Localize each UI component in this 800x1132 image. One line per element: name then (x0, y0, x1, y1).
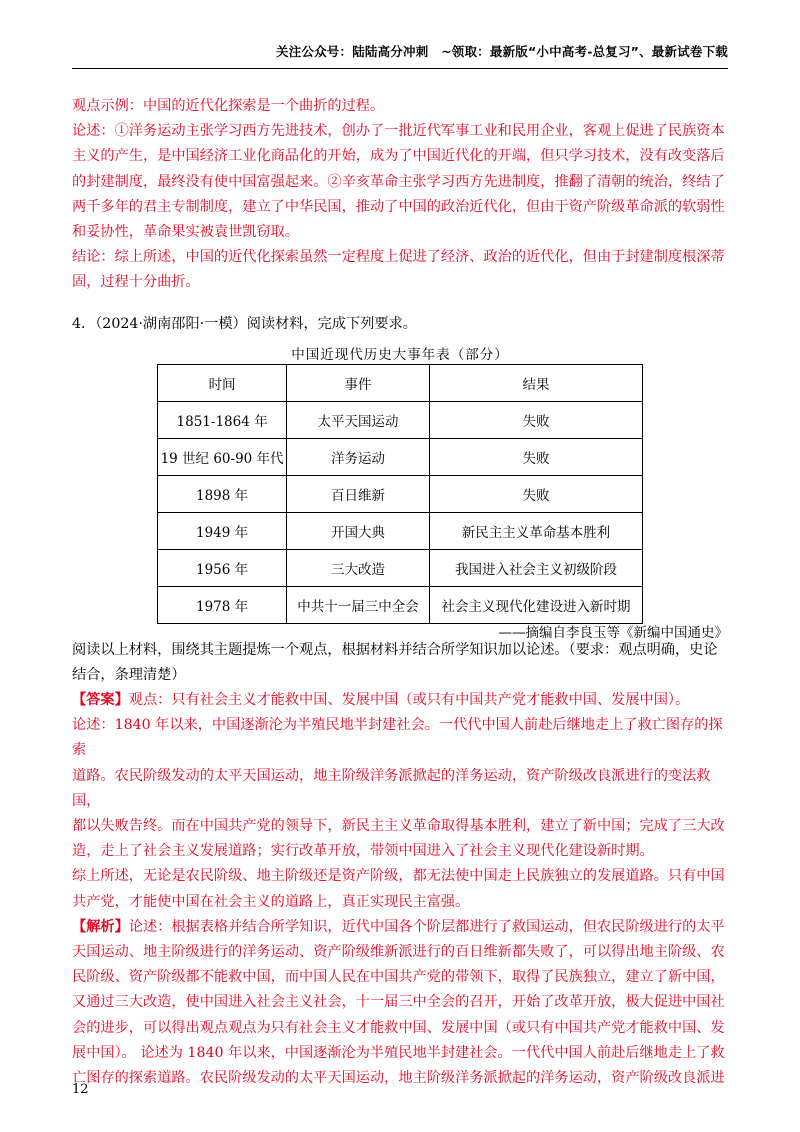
answer-viewpoint: 观点：只有社会主义才能救中国、发展中国（或只有中国共产党才能救中国、发展中国）。 (128, 692, 690, 708)
analysis-line: 民阶级、资产阶级都不能救中国，而中国人民在中国共产党的带领下，取得了民族独立，建立了新中国， (72, 969, 725, 986)
analysis-line: 又通过三大改造，使中国进入社会主义社会，十一届三中全会的召开，开始了改革开放，极大促进中国社 (72, 994, 725, 1011)
requirement-line: 结合，条理清楚） (72, 667, 186, 684)
argument-line: 两千多年的君主专制制度，建立了中华民国，推动了中国的政治近代化，但由于资产阶级革命派的软弱性 (72, 198, 725, 215)
table-row (158, 439, 643, 476)
conclusion-line: 结论：综上所述，中国的近代化探索虽然一定程度上促进了经济、政治的近代化，但由于封建制度根深蒂 (72, 249, 725, 266)
cell-result: 失败 (429, 402, 642, 439)
answer-argument-line: 造，走上了社会主义发展道路；实行改革开放，带领中国进入了社会主义现代化建设新时期。 (72, 843, 654, 860)
page-number: 12 (72, 1082, 89, 1097)
cell-time: 1851-1864 年 (158, 402, 287, 439)
argument-line: 论述：①洋务运动主张学习西方先进技术，创办了一批近代军事工业和民用企业，客观上促进了民族资本 (72, 123, 725, 140)
analysis-line: 会的进步，可以得出观点观点为只有社会主义才能救中国、发展中国（或只有中国共产党才能救中国、发 (72, 1019, 725, 1036)
cell-event: 中共十一届三中全会 (287, 587, 430, 624)
history-timeline-table (157, 364, 643, 624)
answer-conclusion-line: 综上所述，无论是农民阶级、地主阶级还是资产阶级，都无法使中国走上民族独立的发展道路。只有中国 (72, 868, 725, 885)
viewpoint-example: 观点示例：中国的近代化探索是一个曲折的过程。 (72, 98, 385, 114)
analysis-label: 【解析】 (72, 918, 129, 935)
answer-argument-line: 都以失败告终。而在中国共产党的领导下，新民主主义革命取得基本胜利，建立了新中国；完成了三大改 (72, 818, 725, 835)
answer-viewpoint-line (72, 688, 728, 713)
analysis-line: 天国运动、地主阶级进行的洋务运动、资产阶级维新派进行的百日维新都失败了，可以得出地主阶级、农 (72, 944, 725, 961)
cell-time: 1978 年 (158, 587, 287, 624)
argument-line: 的封建制度，最终没有使中国富强起来。②辛亥革命主张学习西方先进制度，推翻了清朝的统治，终结了 (72, 173, 725, 190)
conclusion-line: 固，过程十分曲折。 (72, 274, 200, 291)
header-time: 时间 (158, 365, 287, 402)
analysis-line: 展中国）。 论述为 1840 年以来，中国逐渐沦为半殖民地半封建社会。一代代中国人前赴后继地走上了救 (72, 1044, 725, 1061)
cell-event: 洋务运动 (287, 439, 430, 476)
argument-line: 主义的产生，是中国经济工业化商品化的开始，成为了中国近代化的开端，但只学习技术，没有改变落后 (72, 148, 725, 165)
table-row (158, 550, 643, 587)
argument-line: 和妥协性，革命果实被袁世凯窃取。 (72, 224, 300, 241)
header-result: 结果 (429, 365, 642, 402)
question-requirement (72, 638, 728, 688)
analysis-text: 论述：根据表格并结合所学知识，近代中国各个阶层都进行了救国运动，但农民阶级进行的太平 (128, 918, 725, 935)
table-row (158, 587, 643, 624)
table-source: ——摘编自李良玉等《新编中国通史》 (498, 625, 728, 641)
cell-event: 太平天国运动 (287, 402, 430, 439)
table-header-row (158, 365, 643, 402)
answer-section (72, 688, 728, 1091)
answer-conclusion-line: 共产党，才能使中国在社会主义的道路上，真正实现民主富强。 (72, 893, 470, 910)
answer-argument-line: 论述：1840 年以来，中国逐渐沦为半殖民地半封建社会。一代代中国人前赴后继地走上了救亡图存的探索 (72, 717, 723, 759)
cell-event: 开国大典 (287, 513, 430, 550)
table-row (158, 402, 643, 439)
cell-result: 社会主义现代化建设进入新时期 (429, 587, 642, 624)
answer-argument-line: 道路。农民阶级发动的太平天国运动，地主阶级洋务派掀起的洋务运动，资产阶级改良派进行的变法救国， (72, 767, 711, 809)
cell-time: 1898 年 (158, 476, 287, 513)
cell-result: 我国进入社会主义初级阶段 (429, 550, 642, 587)
header-event: 事件 (287, 365, 430, 402)
header-divider (72, 68, 728, 69)
cell-time: 1956 年 (158, 550, 287, 587)
cell-event: 三大改造 (287, 550, 430, 587)
cell-result: 失败 (429, 476, 642, 513)
table-row (158, 513, 643, 550)
question-stem: 4．（2024·湖南邵阳·一模）阅读材料，完成下列要求。 (72, 316, 417, 332)
requirement-line: 阅读以上材料，围绕其主题提炼一个观点，根据材料并结合所学知识加以论述。（要求：观点明确，史论 (72, 642, 718, 658)
cell-event: 百日维新 (287, 476, 430, 513)
cell-result: 新民主主义革命基本胜利 (429, 513, 642, 550)
table-row (158, 476, 643, 513)
cell-time: 19 世纪 60-90 年代 (158, 439, 287, 476)
cell-time: 1949 年 (158, 513, 287, 550)
previous-answer (72, 94, 728, 296)
page-header: 关注公众号：陆陆高分冲刺 ~领取：最新版“小中高考-总复习”、最新试卷下载 (276, 44, 728, 59)
cell-result: 失败 (429, 439, 642, 476)
answer-label: 【答案】 (72, 692, 129, 708)
analysis-first-line (72, 915, 728, 940)
table-title: 中国近现代历史大事年表（部分） (291, 347, 509, 363)
analysis-line: 亡图存的探索道路。农民阶级发动的太平天国运动，地主阶级洋务派掀起的洋务运动，资产阶级改良派进 (72, 1070, 725, 1087)
